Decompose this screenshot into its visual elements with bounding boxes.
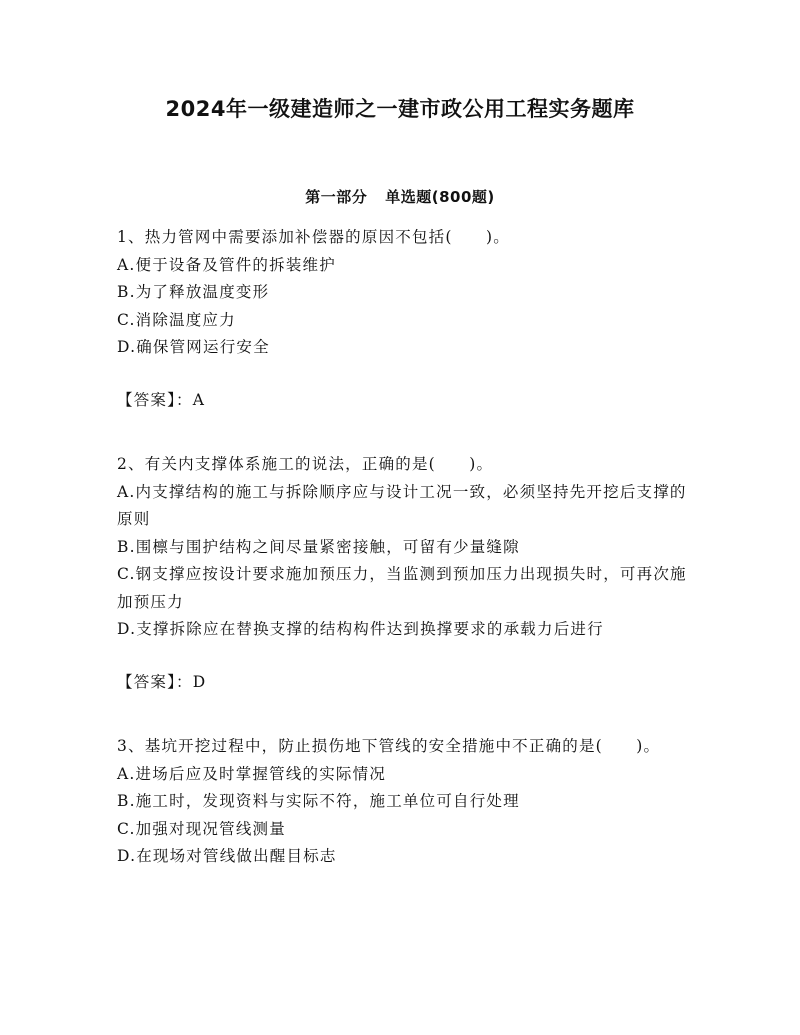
question-1-option-d: D.确保管网运行安全 [117, 338, 270, 356]
question-2-option-c: C.钢支撑应按设计要求施加预压力，当监测到预加压力出现损失时，可再次施加预压力 [117, 565, 687, 611]
question-3-option-c: C.加强对现况管线测量 [117, 819, 286, 838]
question-1-option-b: B.为了释放温度变形 [117, 283, 270, 301]
question-divider [117, 696, 687, 733]
question-2-answer: 【答案】：D [117, 672, 207, 691]
question-1-option-c: C.消除温度应力 [117, 310, 236, 329]
question-3-option-d: D.在现场对管线做出醒目标志 [117, 847, 337, 865]
section-part: 第一部分 [305, 188, 368, 206]
question-2-stem: 2、有关内支撑体系施工的说法，正确的是( )。 [117, 455, 494, 473]
document-title: 2024年一级建造师之一建市政公用工程实务题库 [165, 97, 635, 121]
section-name: 单选题(800题) [385, 188, 495, 206]
question-1-option-a: A.便于设备及管件的拆装维护 [117, 255, 336, 274]
question-2-option-b: B.围檩与围护结构之间尽量紧密接触，可留有少量缝隙 [117, 537, 520, 556]
question-3 [117, 733, 687, 871]
question-2-option-d: D.支撑拆除应在替换支撑的结构构件达到换撑要求的承载力后进行 [117, 620, 604, 638]
question-1-answer: 【答案】：A [117, 390, 206, 409]
question-3-option-a: A.进场后应及时掌握管线的实际情况 [117, 764, 387, 783]
question-list [117, 224, 687, 871]
question-2 [117, 451, 687, 696]
question-3-stem: 3、基坑开挖过程中，防止损伤地下管线的安全措施中不正确的是( )。 [117, 737, 661, 755]
question-1-stem: 1、热力管网中需要添加补偿器的原因不包括( )。 [117, 228, 510, 246]
question-1 [117, 224, 687, 414]
question-3-option-b: B.施工时，发现资料与实际不符，施工单位可自行处理 [117, 792, 520, 810]
section-heading [0, 186, 800, 207]
question-2-option-a: A.内支撑结构的施工与拆除顺序应与设计工况一致，必须坚持先开挖后支撑的原则 [117, 482, 687, 528]
question-divider [117, 414, 687, 451]
